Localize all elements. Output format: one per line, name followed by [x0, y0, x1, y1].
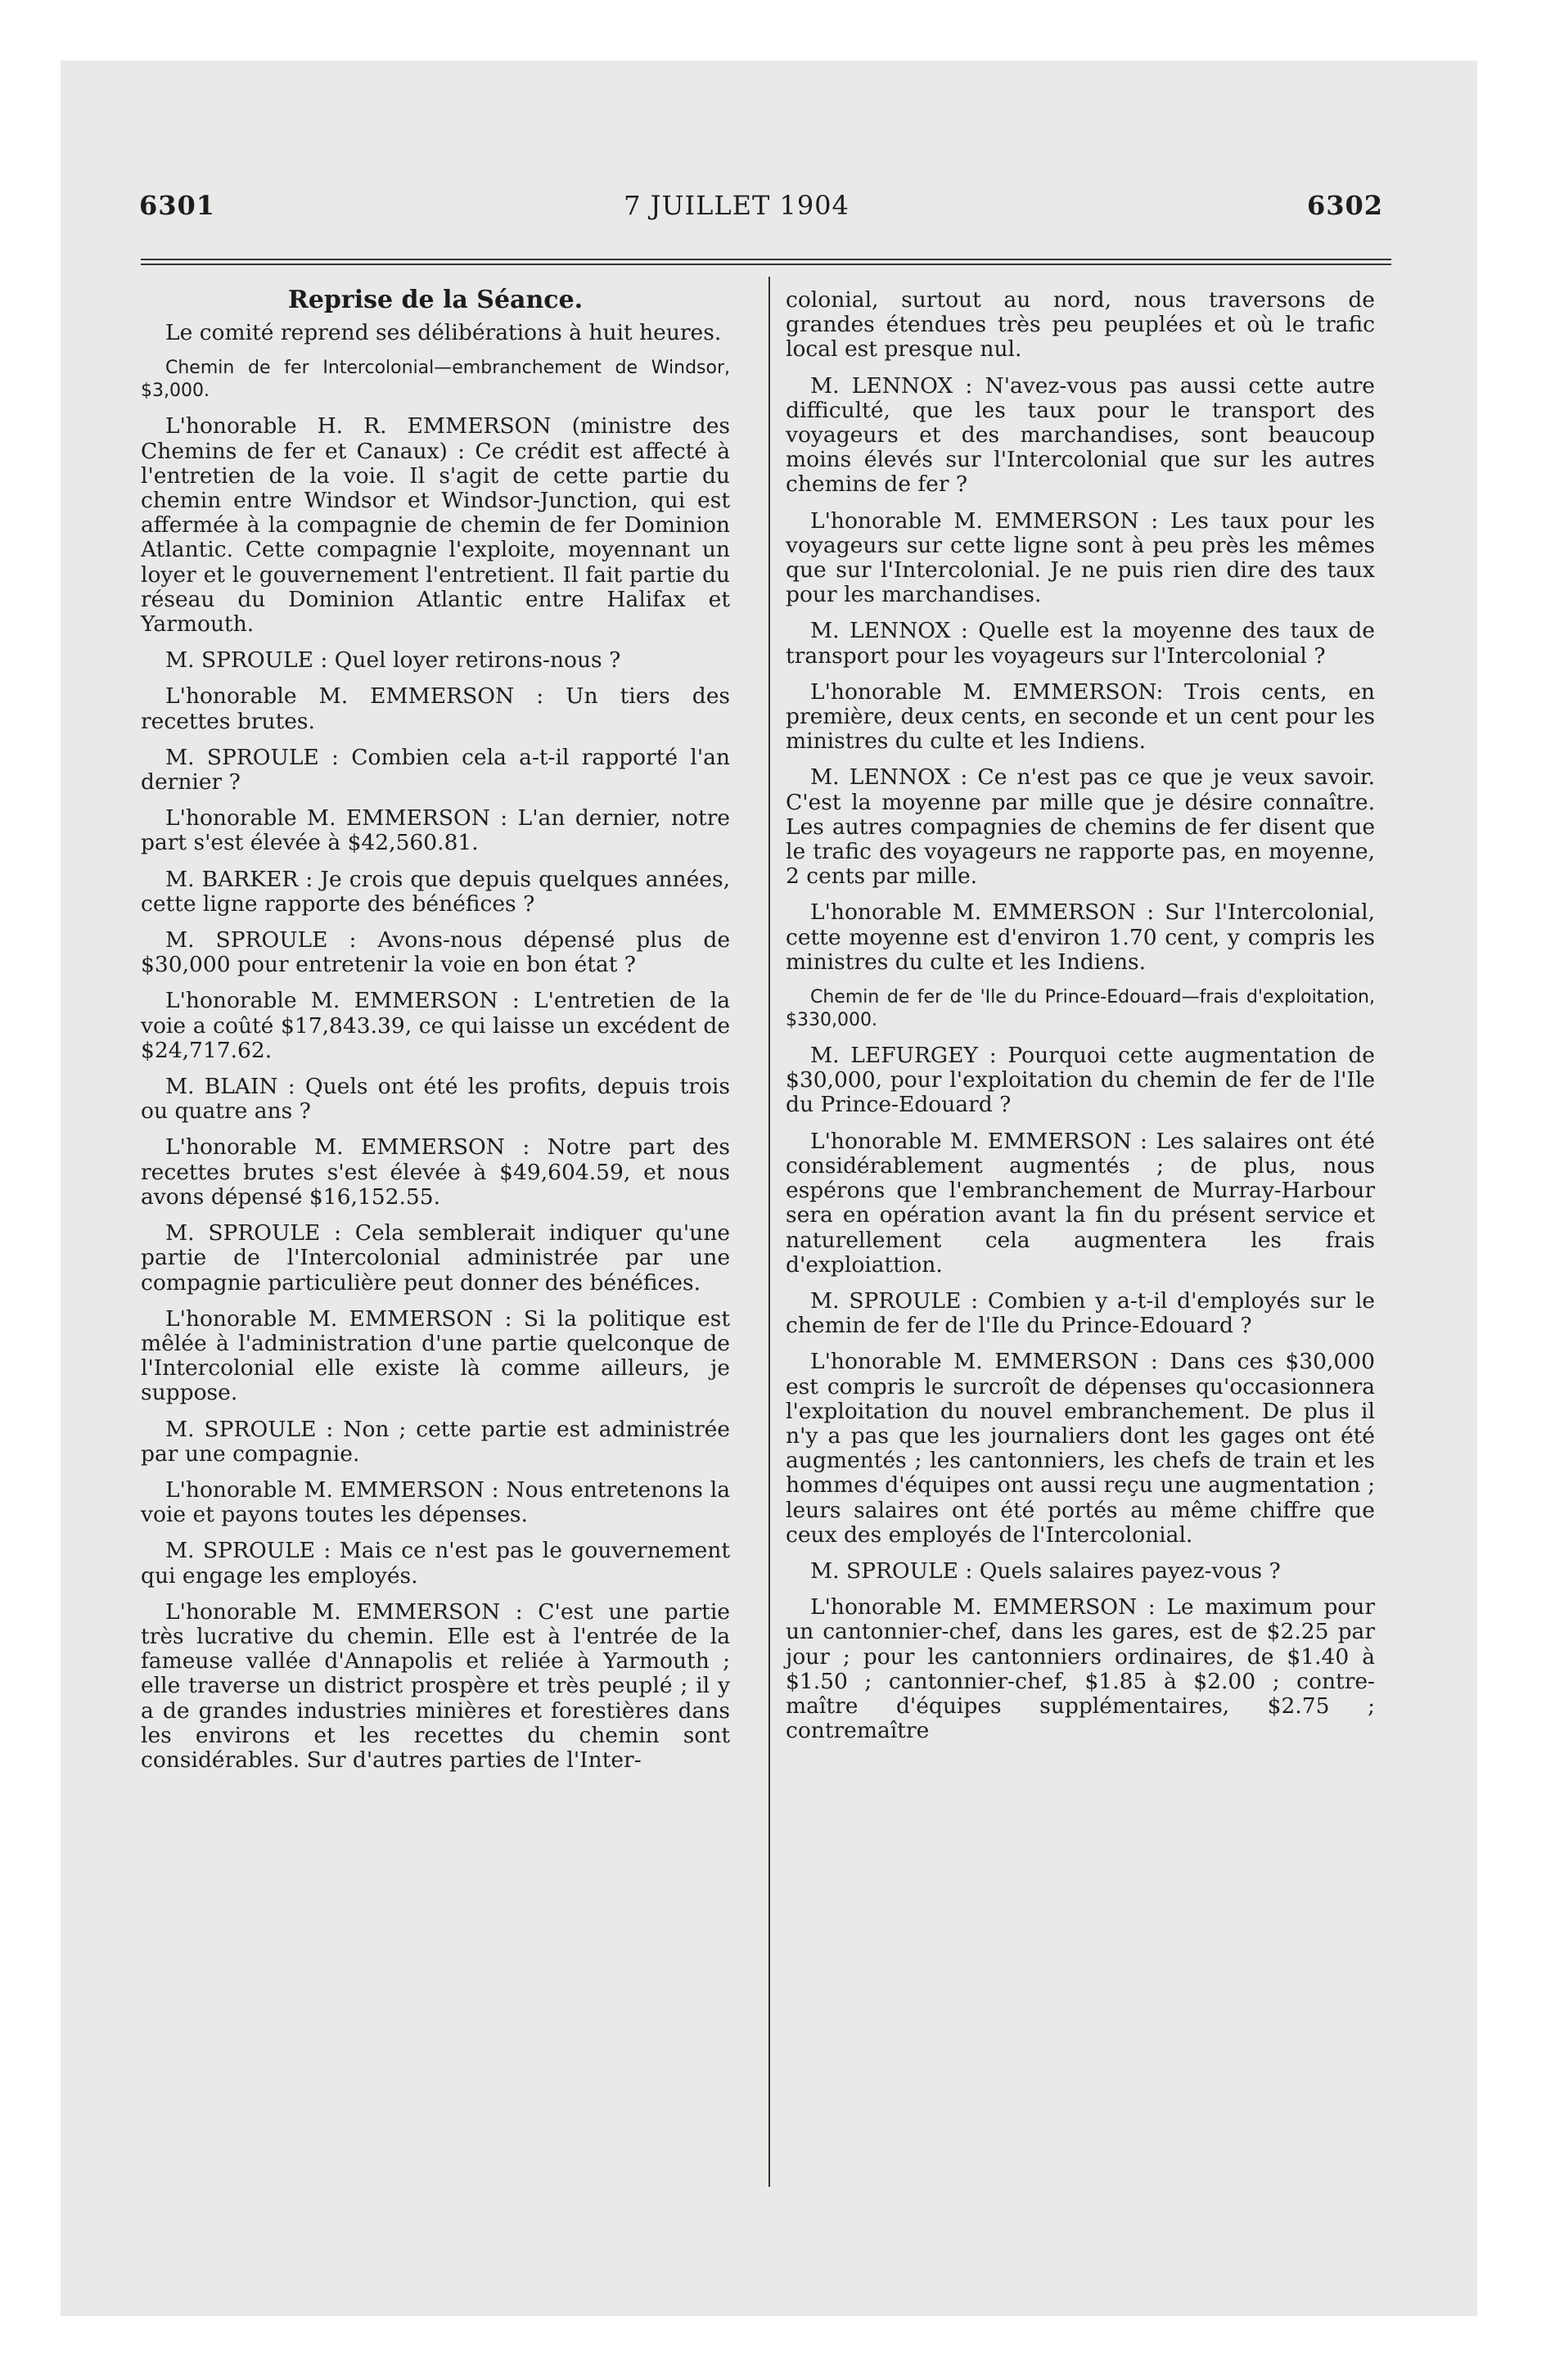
- paragraph: L'honorable M. EMMERSON : Les salaires ont été considérablement augmentés ; de plus, nous espérons que l'embranchement de Murray-Harbour sera en opération avant la fin du présent service et naturellement cela augmentera les frais d'exploiattion.: [786, 1128, 1375, 1278]
- paragraph: M. LEFURGEY : Pourquoi cette augmentation de $30,000, pour l'exploitation du chemin de fer de l'Ile du Prince-Edouard ?: [786, 1043, 1375, 1118]
- header-double-rule: [141, 259, 1391, 265]
- paragraph: L'honorable M. EMMERSON : Le maximum pour un cantonnier-chef, dans les gares, est de $2.25 par jour ; pour les cantonniers ordinaires, de $1.40 à $1.50 ; cantonnier-chef, $1.85 à $2.00 ; contre-maître d'équipes supplémentaires, $2.75 ; contremaître: [786, 1594, 1375, 1744]
- paragraph: L'honorable M. EMMERSON : L'entretien de la voie a coûté $17,843.39, ce qui laisse un excédent de $24,717.62.: [141, 988, 730, 1063]
- paragraph: L'honorable M. EMMERSON: Trois cents, en première, deux cents, en seconde et un cent pour les ministres du culte et les Indiens.: [786, 678, 1375, 755]
- paragraph: M. SPROULE : Quels salaires payez-vous ?: [810, 1557, 1281, 1584]
- paragraph: L'honorable M. EMMERSON : Un tiers des recettes brutes.: [141, 683, 730, 734]
- document-page: [82, 190, 1391, 2187]
- paragraph: L'honorable H. R. EMMERSON (ministre des Chemins de fer et Canaux) : Ce crédit est affecté à l'entretien de la voie. Il s'agit de cette partie du chemin entre Windsor et Windsor-Junction, qui est affermée à la compagnie de chemin de fer Dominion Atlantic. Cette compagnie l'exploite, moyennant un loyer et le gouvernement l'entretient. Il fait partie du réseau du Dominion Atlantic entre Halifax et Yarmouth.: [141, 413, 730, 638]
- paragraph: M. SPROULE : Combien y a-t-il d'employés sur le chemin de fer de l'Ile du Prince-Edouard ?: [786, 1287, 1375, 1339]
- paragraph: Le comité reprend ses délibérations à huit heures.: [165, 320, 722, 346]
- budget-item: Chemin de fer de 'Ile du Prince-Edouard—frais d'exploitation, $330,000.: [786, 987, 1375, 1031]
- paragraph: L'honorable M. EMMERSON : Les taux pour les voyageurs sur cette ligne sont à peu près les mêmes que sur l'Intercolonial. Je ne puis rien dire des taux pour les marchandises.: [786, 507, 1375, 608]
- paragraph: M. SPROULE : Cela semblerait indiquer qu'une partie de l'Intercolonial administrée par une compagnie particulière peut donner des bénéfices.: [141, 1220, 730, 1296]
- paragraph: M. SPROULE : Mais ce n'est pas le gouvernement qui engage les employés.: [141, 1538, 730, 1589]
- paragraph: L'honorable M. EMMERSON : Dans ces $30,000 est compris le surcroît de dépenses qu'occasionnera l'exploitation du nouvel embranchement. De plus il n'y a pas que les journaliers dont les gages ont été augmentés ; les cantonniers, les chefs de train et les hommes d'équipes ont aussi reçu une augmentation ; leurs salaires ont été portés au même chiffre que ceux des employés de l'Intercolonial.: [786, 1349, 1375, 1548]
- page-date: 7 JUILLET 1904: [624, 190, 850, 221]
- paragraph: M. SPROULE : Non ; cette partie est administrée par une compagnie.: [141, 1416, 730, 1467]
- paragraph: M. SPROULE : Combien cela a-t-il rapporté l'an dernier ?: [141, 744, 730, 796]
- paragraph: M. LENNOX : Quelle est la moyenne des taux de transport pour les voyageurs sur l'Intercolonial ?: [786, 618, 1375, 669]
- paragraph: L'honorable M. EMMERSON : Nous entretenons la voie et payons toutes les dépenses.: [141, 1476, 730, 1528]
- paragraph: M. BLAIN : Quels ont été les profits, depuis trois ou quatre ans ?: [141, 1074, 730, 1125]
- left-column: [141, 288, 730, 1784]
- page-number-right: 6302: [1306, 190, 1383, 221]
- paragraph: L'honorable M. EMMERSON : L'an dernier, notre part s'est élevée à $42,560.81.: [141, 805, 730, 856]
- paragraph: M. SPROULE : Avons-nous dépensé plus de $30,000 pour entretenir la voie en bon état ?: [141, 927, 730, 978]
- page-number-left: 6301: [139, 190, 216, 221]
- paragraph: M. LENNOX : Ce n'est pas ce que je veux savoir. C'est la moyenne par mille que je désire connaître. Les autres compagnies de chemins de fer disent que le trafic des voyageurs ne rapporte pas, en moyenne, 2 cents par mille.: [786, 764, 1375, 890]
- running-header: [82, 190, 1391, 239]
- paragraph: L'honorable M. EMMERSON : Sur l'Intercolonial, cette moyenne est d'environ 1.70 cent, y compris les ministres du culte et les Indiens.: [786, 899, 1375, 975]
- paragraph: L'honorable M. EMMERSON : C'est une partie très lucrative du chemin. Elle est à l'entrée de la fameuse vallée d'Annapolis et reliée à Yarmouth ; elle traverse un district prospère et très peuplé ; il y a de grandes industries minières et forestières dans les environs et les recettes du chemin sont considérables. Sur d'autres parties de l'Inter-: [141, 1598, 730, 1773]
- paragraph: M. SPROULE : Quel loyer retirons-nous ?: [165, 647, 621, 674]
- paragraph: L'honorable M. EMMERSON : Notre part des recettes brutes s'est élevée à $49,604.59, et nous avons dépensé $16,152.55.: [141, 1134, 730, 1210]
- column-divider: [768, 277, 770, 2187]
- right-column: [786, 288, 1375, 1755]
- paragraph: M. LENNOX : N'avez-vous pas aussi cette autre difficulté, que les taux pour le transport des voyageurs et des marchandises, sont beaucoup moins élevés sur l'Intercolonial que sur les autres chemins de fer ?: [786, 372, 1375, 498]
- budget-item: Chemin de fer Intercolonial—embranchement de Windsor, $3,000.: [141, 358, 730, 402]
- paragraph: M. BARKER : Je crois que depuis quelques années, cette ligne rapporte des bénéfices ?: [141, 866, 730, 917]
- section-heading: Reprise de la Séance.: [287, 286, 584, 314]
- paragraph-continued: colonial, surtout au nord, nous traversons de grandes étendues très peu peuplées et où le trafic local est presque nul.: [786, 287, 1375, 363]
- paragraph: L'honorable M. EMMERSON : Si la politique est mêlée à l'administration d'une partie quelconque de l'Intercolonial elle existe là comme ailleurs, je suppose.: [141, 1305, 730, 1406]
